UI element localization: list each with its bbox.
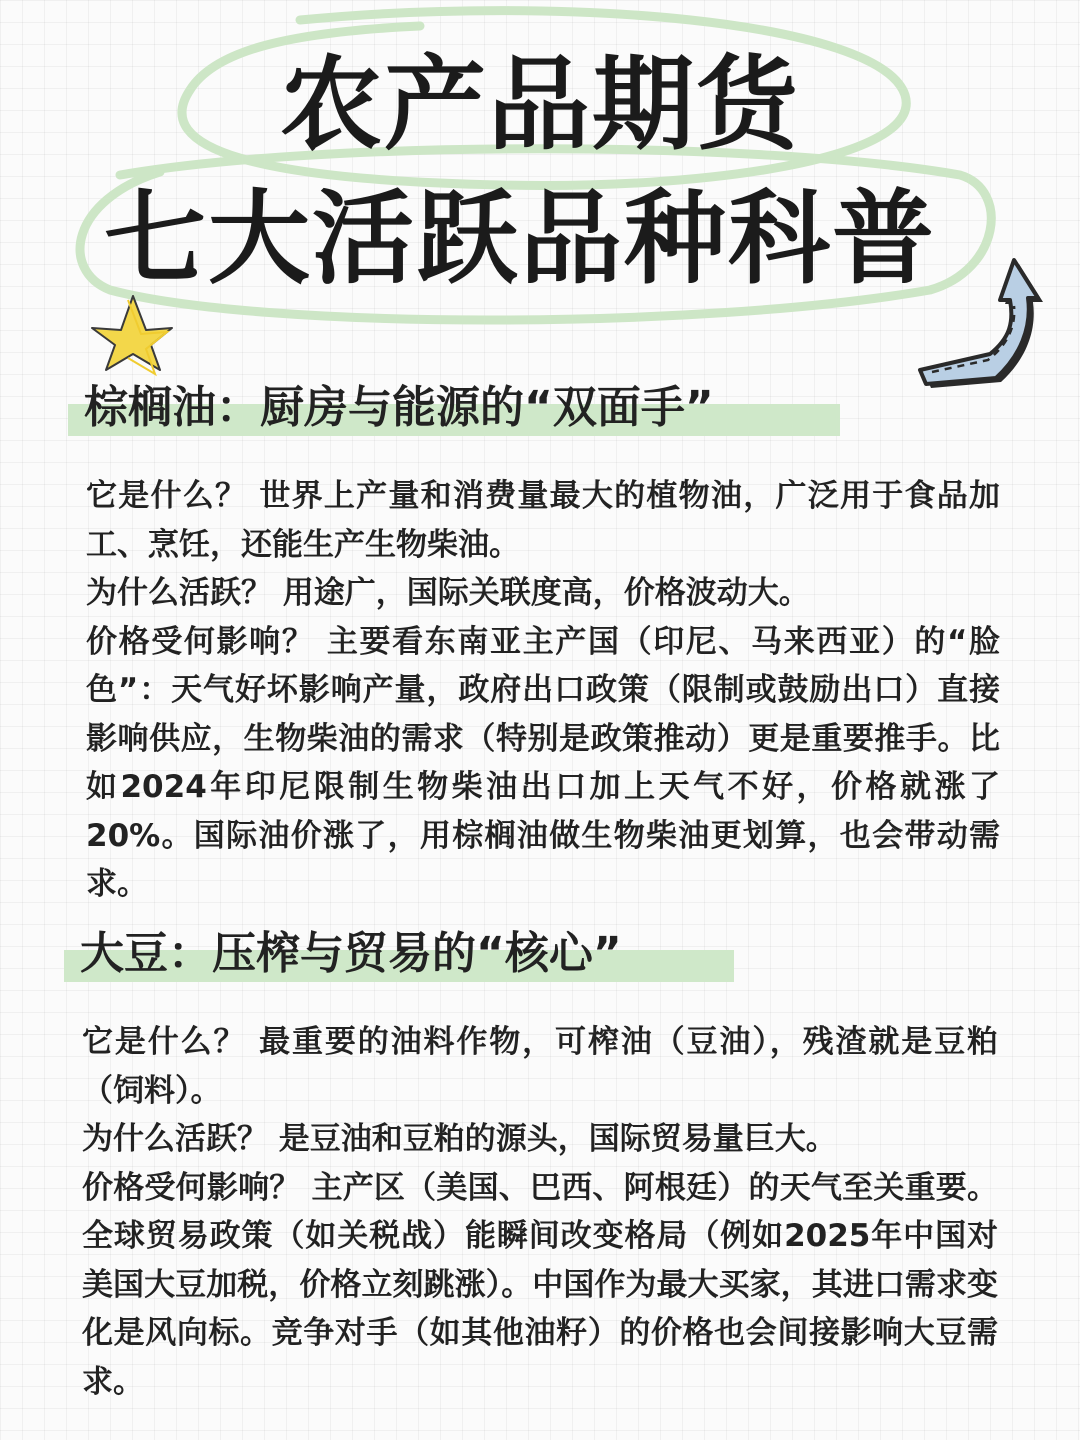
section-heading-soybean: 大豆：压榨与贸易的“核心” [80,928,622,979]
star-icon [92,296,172,374]
paragraph-price: 价格受何影响？ 主要看东南亚主产国（印尼、马来西亚）的“脸色”：天气好坏影响产量，政府出口政策（限制或鼓励出口）直接影响供应，生物柴油的需求（特别是政策推动）更是重要推手。比如2024年印尼限制生物柴油出口加上天气不好，价格就涨了20%。国际油价涨了，用棕榈油做生物柴油更划算，也会带动需求。 [86,623,1000,902]
page-title-line-2: 七大活跃品种科普 [104,180,936,299]
paragraph-what: 它是什么？ 世界上产量和消费量最大的植物油，广泛用于食品加工、烹饪，还能生产生物柴油。 [86,478,1000,563]
paragraph-what: 它是什么？ 最重要的油料作物，可榨油（豆油），残渣就是豆粕（饲料）。 [82,1024,998,1109]
page-title-line-1: 农产品期货 [280,46,800,165]
section-body-palm-oil [86,472,1000,909]
paragraph-price: 价格受何影响？ 主产区（美国、巴西、阿根廷）的天气至关重要。全球贸易政策（如关税战）能瞬间改变格局（例如2025年中国对美国大豆加税，价格立刻跳涨）。中国作为最大买家，其进口需求变化是风向标。竞争对手（如其他油籽）的价格也会间接影响大豆需求。 [82,1169,998,1400]
section-heading-palm-oil: 棕榈油：厨房与能源的“双面手” [84,382,714,433]
section-body-soybean [82,1018,998,1406]
paragraph-why: 为什么活跃？ 是豆油和豆粕的源头，国际贸易量巨大。 [82,1121,837,1157]
paragraph-why: 为什么活跃？ 用途广，国际关联度高，价格波动大。 [86,575,810,611]
